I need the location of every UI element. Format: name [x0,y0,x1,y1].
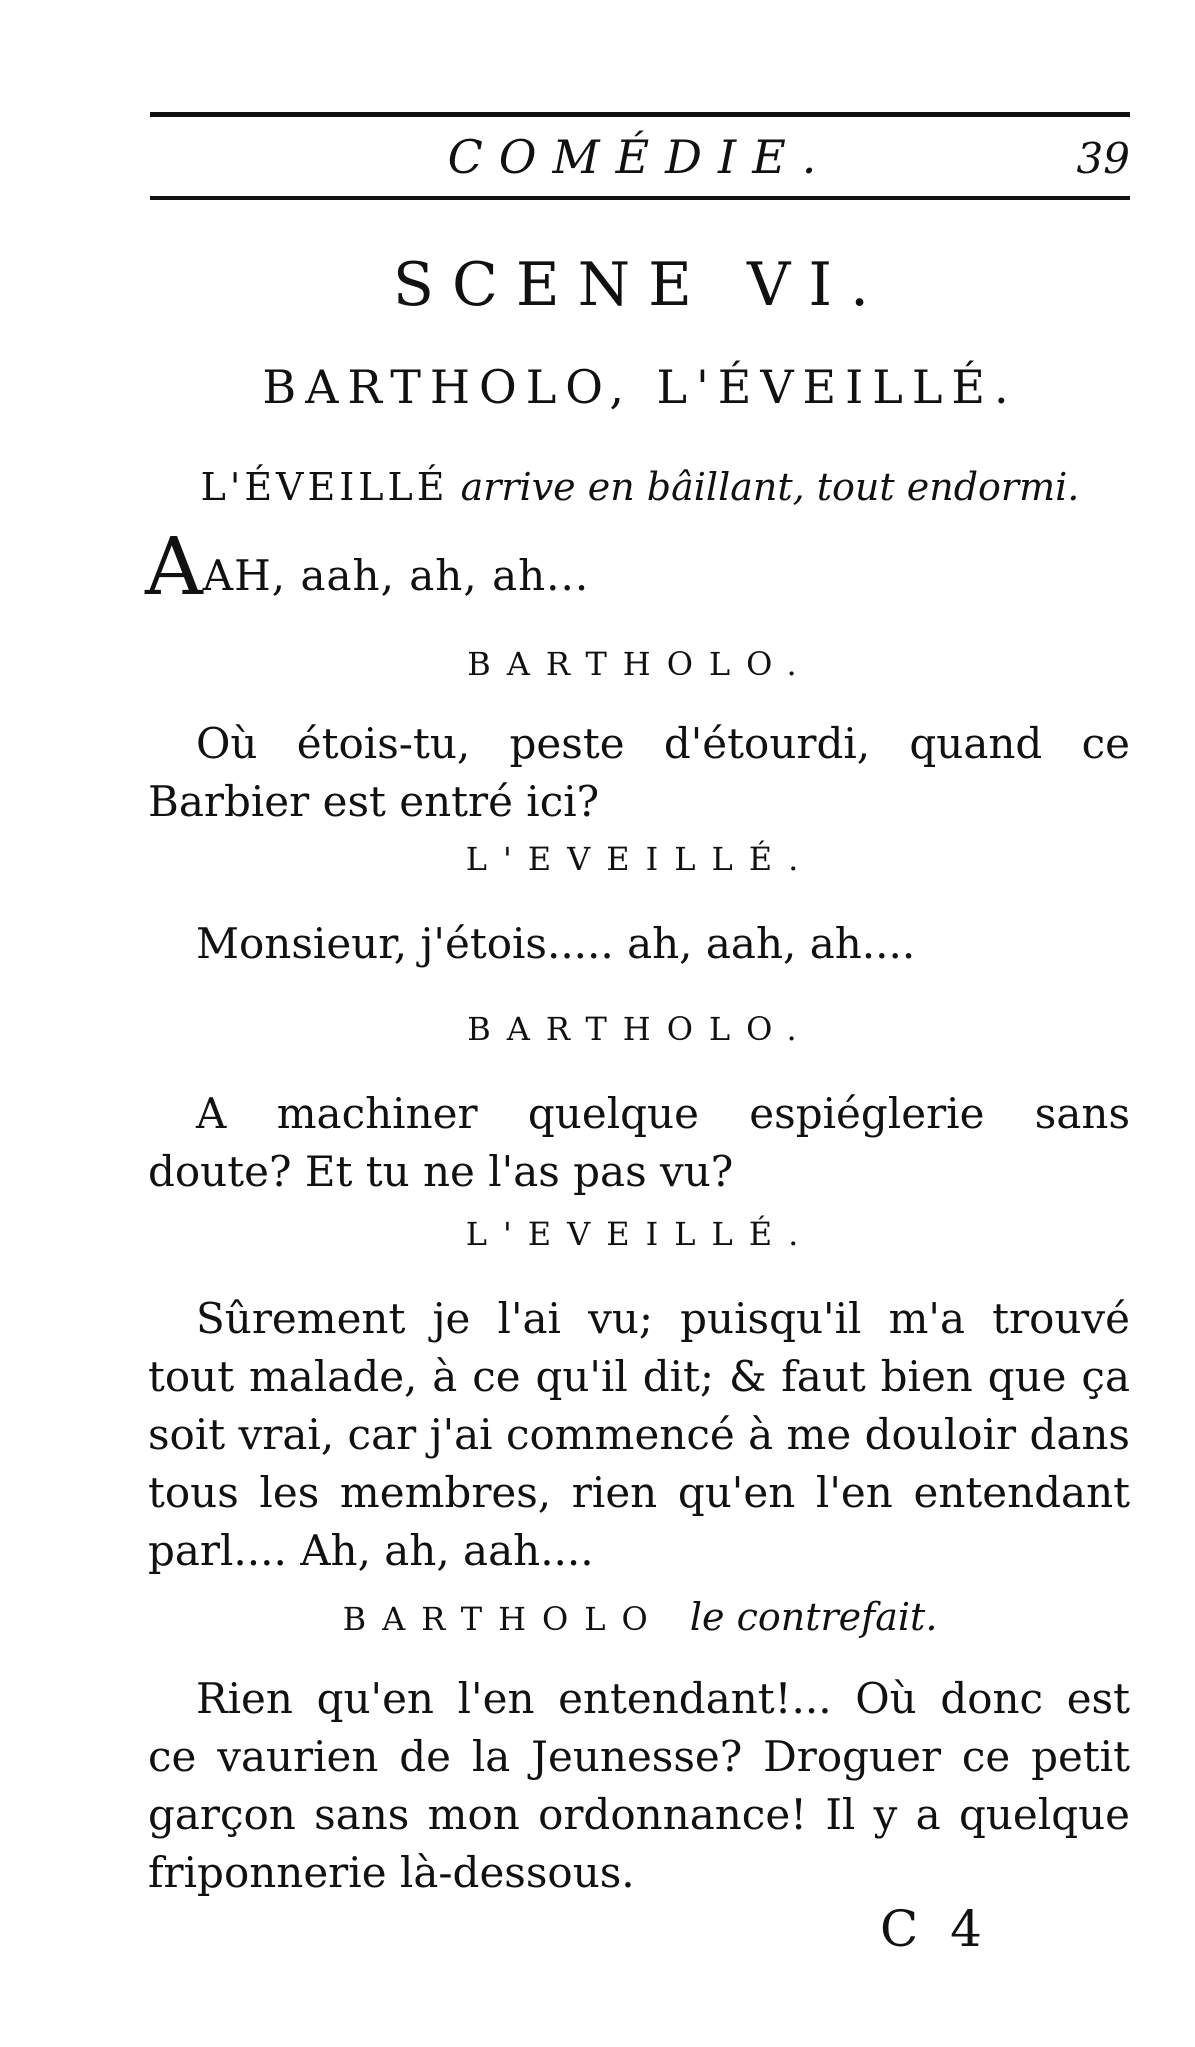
running-title: COMÉDIE. [447,130,833,184]
header-rule-top [150,112,1130,117]
page-number: 39 [1076,134,1130,183]
stage-direction [150,465,1130,509]
speech-text: Monsieur, j'étois..... ah, aah, ah.... [196,919,916,968]
speaker-label: L'EVEILLÉ. [465,840,815,878]
scene-heading: SCENE VI. [392,250,888,320]
speaker-label: L'EVEILLÉ. [465,1215,815,1253]
speaker-stage-note: le contrefait. [689,1595,938,1639]
drop-cap: A [145,520,203,613]
speech-eveille-yawn [145,520,589,613]
speaker-label: BARTHOLO. [467,645,813,683]
header-rule-bottom [150,196,1130,200]
speech-text: A machiner quelque espiéglerie sans doute? Et tu ne l'as pas vu? [148,1089,1130,1196]
speech-text: AH, aah, ah, ah... [202,551,590,600]
cast-list: BARTHOLO, L'ÉVEILLÉ. [262,360,1018,414]
speaker-label [150,1595,1130,1639]
stage-direction-character: L'ÉVEILLÉ [200,465,449,509]
running-head [150,130,1130,190]
speech-text: Sûrement je l'ai vu; puisqu'il m'a trouvé tout malade, à ce qu'il dit; & faut bien que ça soit vrai, car j'ai commencé à me douloir dans tous les membres, rien qu'en l'en entendant parl.... Ah, ah, aah.... [148,1294,1130,1575]
speaker-label: BARTHOLO. [467,1010,813,1048]
speech-text: Où étois-tu, peste d'étourdi, quand ce Barbier est entré ici? [148,719,1130,826]
speaker-name: BARTHOLO [342,1600,664,1638]
signature-mark: C 4 [880,1900,990,1958]
stage-direction-text: arrive en bâillant, tout endormi. [460,465,1080,509]
speech-text: Rien qu'en l'en entendant!... Où donc est ce vaurien de la Jeunesse? Droguer ce petit garçon sans mon ordonnance! Il y a quelque friponnerie là-dessous. [148,1674,1130,1897]
